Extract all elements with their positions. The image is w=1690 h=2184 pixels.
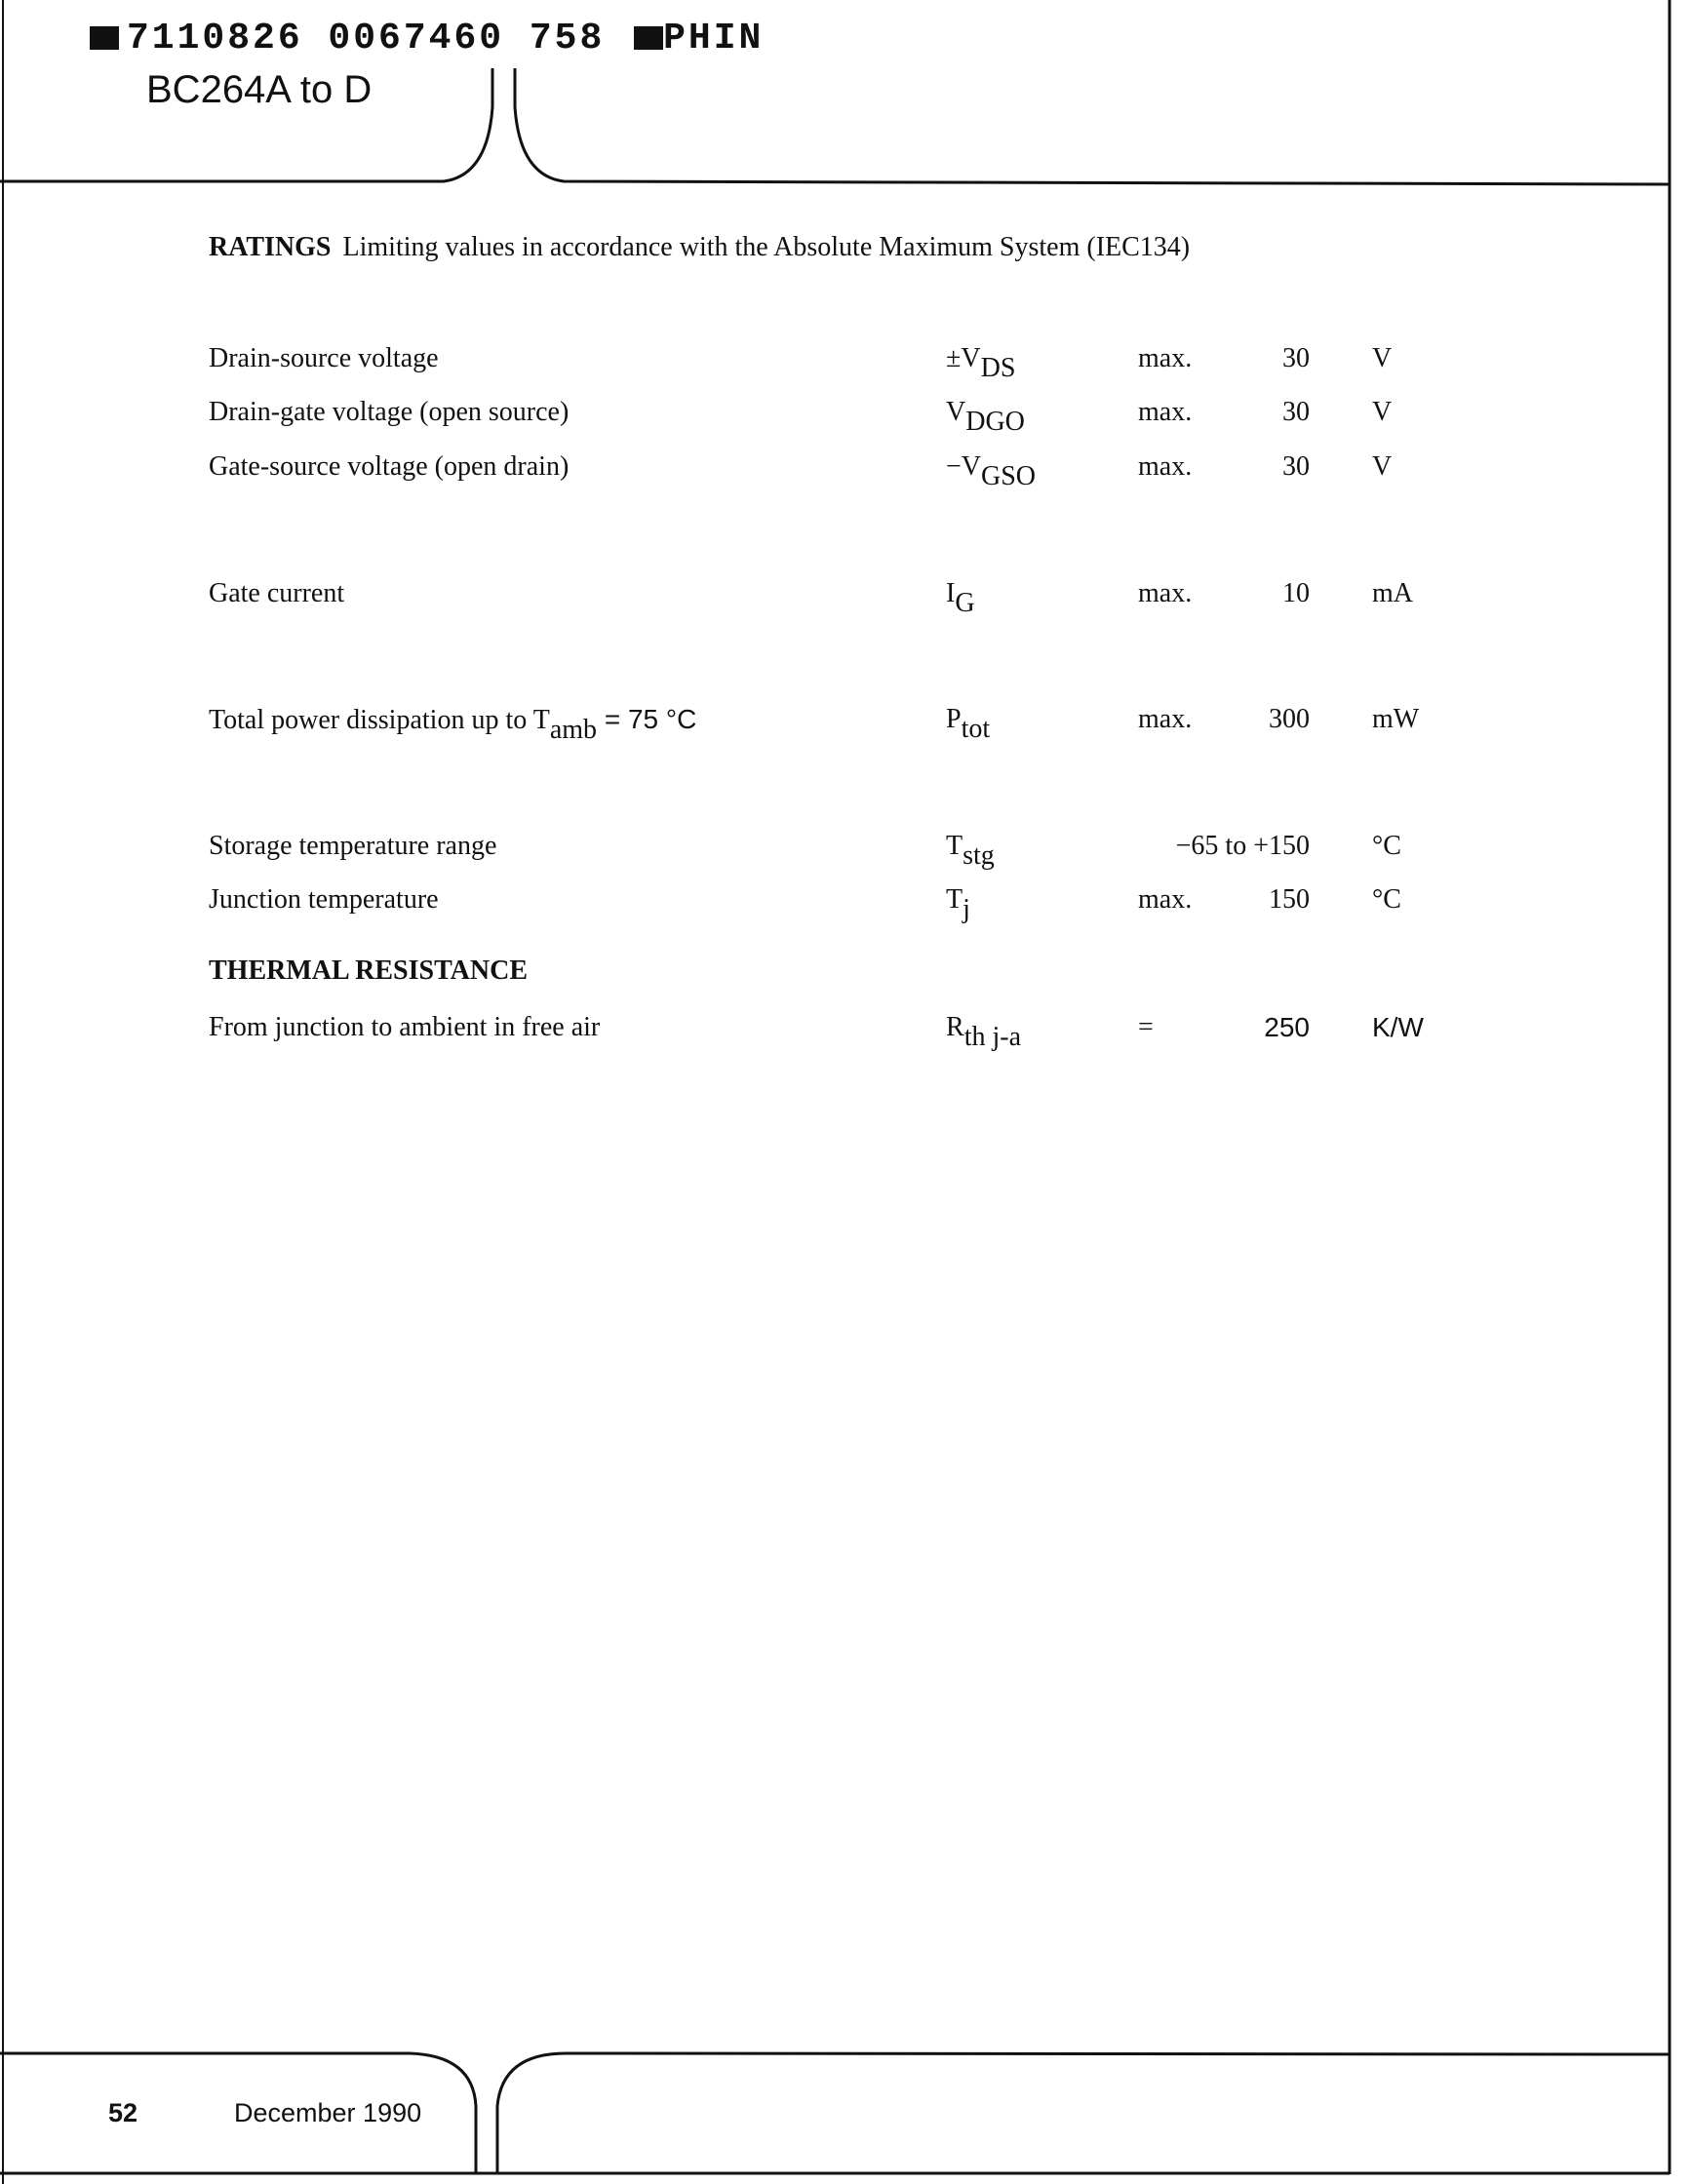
- rating-label: Total power dissipation up to $T_{amb} = 75$ °C: [209, 704, 697, 745]
- rating-value: −65 to +150: [1175, 831, 1310, 861]
- rating-unit: V: [1372, 343, 1393, 373]
- rating-value: 250: [1264, 1012, 1310, 1042]
- rating-unit: K/W: [1372, 1012, 1424, 1042]
- rating-symbol: $I_G$: [946, 578, 975, 618]
- rating-label: Drain-gate voltage (open source): [209, 397, 570, 427]
- rating-label: Storage temperature range: [209, 831, 497, 861]
- rating-qualifier: max.: [1138, 451, 1193, 482]
- rating-label: Junction temperature: [209, 884, 439, 915]
- ratings-title: RATINGS: [209, 232, 332, 262]
- black-block-mark: [90, 26, 119, 50]
- rating-unit: V: [1372, 397, 1393, 427]
- rating-value: 300: [1269, 704, 1310, 734]
- rating-symbol: $\pm V_{DS}$: [946, 343, 1016, 383]
- ratings-subtitle: Limiting values in accordance with the Absolute Maximum System (IEC134): [342, 232, 1191, 262]
- rating-symbol: $R_{th j-a}$: [946, 1012, 1021, 1052]
- footer-date: December 1990: [234, 2098, 422, 2127]
- rating-symbol: $T_j$: [946, 884, 970, 924]
- page-title: BC264A to D: [146, 68, 373, 111]
- rating-qualifier: max.: [1138, 704, 1193, 734]
- ratings-heading: [209, 232, 1190, 263]
- rating-symbol: $-V_{GSO}$: [946, 451, 1037, 491]
- rating-label: Drain-source voltage: [209, 343, 439, 373]
- rating-value: 10: [1282, 578, 1310, 608]
- rating-qualifier: max.: [1138, 578, 1193, 608]
- page-number: 52: [108, 2098, 138, 2127]
- document-code-number: 7110826 0067460 758: [127, 18, 606, 59]
- rating-symbol: $P_{tot}$: [946, 704, 991, 744]
- rating-unit: °C: [1372, 884, 1401, 915]
- thermal-heading: THERMAL RESISTANCE: [209, 956, 529, 986]
- rating-label: Gate current: [209, 578, 345, 608]
- rating-value: 30: [1282, 343, 1310, 373]
- rating-unit: mW: [1372, 704, 1420, 734]
- rating-qualifier: max.: [1138, 884, 1193, 915]
- rating-label: From junction to ambient in free air: [209, 1012, 601, 1042]
- rating-qualifier: max.: [1138, 397, 1193, 427]
- rating-label: Gate-source voltage (open drain): [209, 451, 570, 482]
- black-block-mark: [634, 26, 663, 50]
- document-code-suffix: PHIN: [663, 18, 765, 59]
- rating-symbol: $V_{DGO}$: [946, 397, 1025, 437]
- rating-unit: °C: [1372, 831, 1401, 861]
- rating-symbol: $T_{stg}$: [946, 831, 995, 871]
- rating-value: 30: [1282, 451, 1310, 482]
- rating-unit: mA: [1372, 578, 1413, 608]
- rating-qualifier: =: [1138, 1012, 1154, 1042]
- rating-unit: V: [1372, 451, 1393, 482]
- rating-qualifier: max.: [1138, 343, 1193, 373]
- rating-value: 30: [1282, 397, 1310, 427]
- document-code: [90, 18, 764, 59]
- rating-value: 150: [1269, 884, 1310, 915]
